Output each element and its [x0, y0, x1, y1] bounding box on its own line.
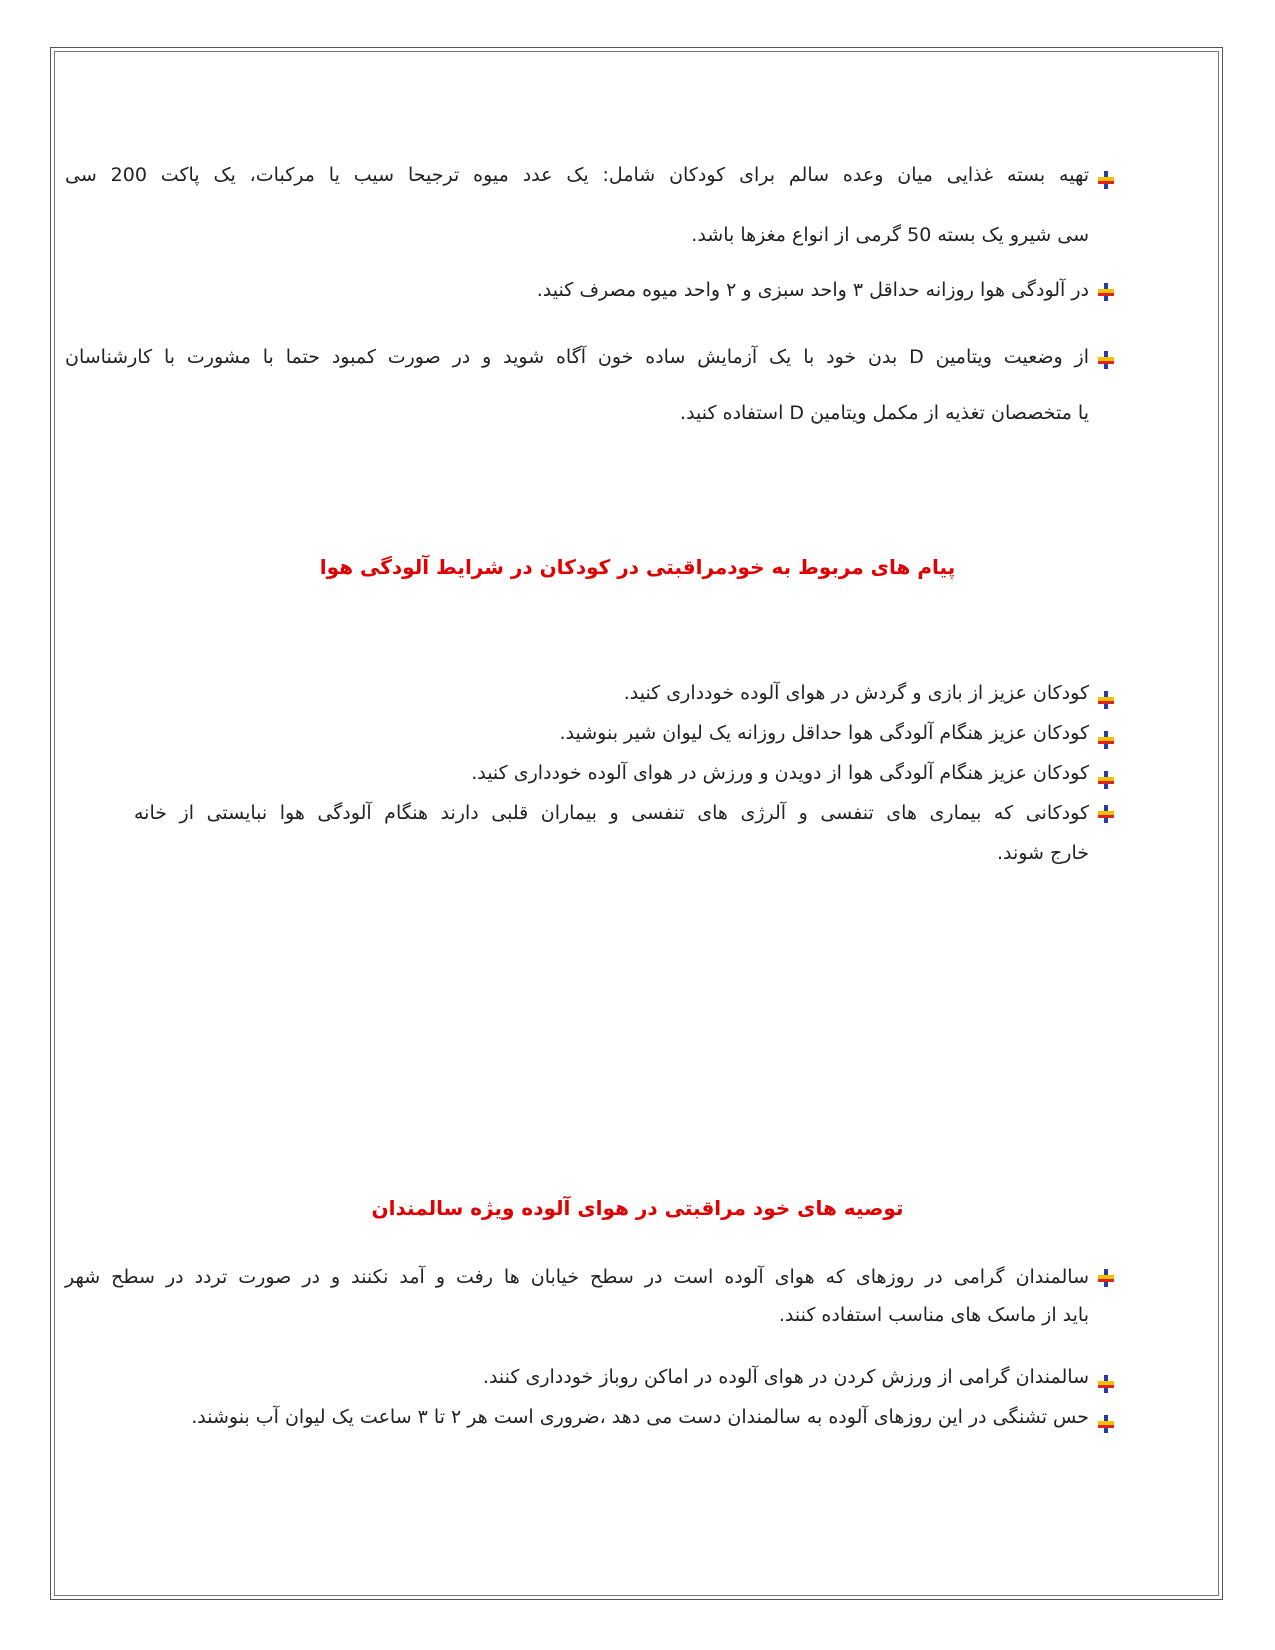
list-item — [65, 1364, 1115, 1404]
text-line: از وضعیت ویتامین D بدن خود با یک آزمایش ساده خون آگاه شوید و در صورت کمبود حتما با مشورت با کارشناسان — [65, 346, 1089, 368]
section-general-tips-2 — [65, 277, 1115, 307]
text-line: کودکان عزیز هنگام آلودگی هوا از دویدن و ورزش در هوای آلوده خودداری کنید. — [471, 762, 1089, 784]
list-item — [65, 277, 1115, 307]
list-item — [65, 760, 1115, 800]
list-item — [65, 162, 1115, 282]
text-line: کودکانی که بیماری های تنفسی و آلرژی های تنفسی و بیماران قلبی دارند هنگام آلودگی هوا نبایستی از خانه — [134, 802, 1089, 824]
section-elderly-tips — [65, 1264, 1115, 1444]
text-line: سالمندان گرامی از ورزش کردن در هوای آلوده در اماکن روباز خودداری کنند. — [482, 1366, 1089, 1388]
plus-bullet-icon — [1097, 282, 1115, 302]
text-line: باید از ماسک های مناسب استفاده کنند. — [778, 1304, 1089, 1326]
text-line: سالمندان گرامی در روزهای که هوای آلوده است در سطح خیابان ها رفت و آمد نکنند و در صورت تردد در سطح شهر — [65, 1266, 1089, 1288]
section-heading-elderly: توصیه های خود مراقبتی در هوای آلوده ویژه سالمندان — [371, 1196, 904, 1220]
plus-bullet-icon — [1097, 690, 1115, 710]
list-item — [65, 800, 1115, 880]
plus-bullet-icon — [1097, 770, 1115, 790]
text-line: حس تشنگی در این روزهای آلوده به سالمندان دست می دهد ،ضروری است هر ۲ تا ۳ ساعت یک لیوان آب بنوشند. — [191, 1406, 1089, 1428]
plus-bullet-icon — [1097, 350, 1115, 370]
text-line: کودکان عزیز هنگام آلودگی هوا حداقل روزانه یک لیوان شیر بنوشید. — [559, 722, 1089, 744]
text-line: سی شیرو یک بسته 50 گرمی از انواع مغزها باشد. — [691, 224, 1089, 246]
plus-bullet-icon — [1097, 804, 1115, 824]
section-heading-children: پیام های مربوط به خودمراقبتی در کودکان در شرایط آلودگی هوا — [319, 555, 956, 579]
list-item — [65, 1264, 1115, 1364]
plus-bullet-icon — [1097, 1374, 1115, 1394]
section-children-tips — [65, 680, 1115, 880]
plus-bullet-icon — [1097, 1268, 1115, 1288]
section-general-tips — [65, 162, 1115, 282]
plus-bullet-icon — [1097, 170, 1115, 190]
text-line: در آلودگی هوا روزانه حداقل ۳ واحد سبزی و ۲ واحد میوه مصرف کنید. — [536, 279, 1089, 301]
text-line: کودکان عزیز از بازی و گردش در هوای آلوده خودداری کنید. — [623, 682, 1089, 704]
plus-bullet-icon — [1097, 730, 1115, 750]
section-general-tips-3 — [65, 344, 1115, 444]
text-line: یا متخصصان تغذیه از مکمل ویتامین D استفاده کنید. — [680, 402, 1089, 424]
list-item — [65, 344, 1115, 444]
list-item — [65, 720, 1115, 760]
plus-bullet-icon — [1097, 1414, 1115, 1434]
list-item — [65, 1404, 1115, 1444]
list-item — [65, 680, 1115, 720]
text-line: خارج شوند. — [996, 842, 1089, 864]
text-line: تهیه بسته غذایی میان وعده سالم برای کودکان شامل: یک عدد میوه ترجیحا سیب یا مرکبات، یک پاکت 200 سی — [65, 164, 1090, 186]
